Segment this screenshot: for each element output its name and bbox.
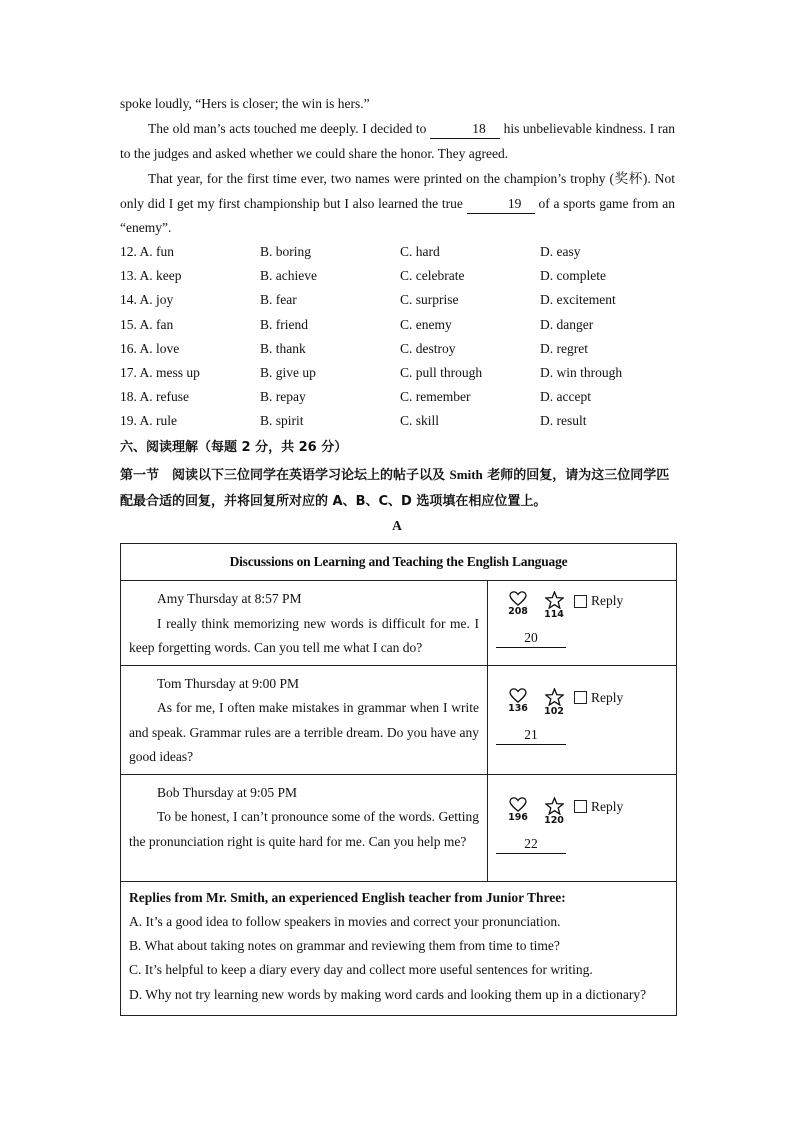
forum-table <box>120 543 677 1016</box>
reply-button[interactable] <box>574 593 623 609</box>
heart-icon <box>509 688 527 703</box>
passage-label: A <box>392 518 402 533</box>
blank-19: 19 <box>467 195 535 214</box>
answer-blank-21: 21 <box>496 726 566 745</box>
option-row: 12. A. fun B. boring C. hard D. easy <box>120 244 581 259</box>
star-icon <box>545 688 564 706</box>
favorite-button[interactable] <box>536 797 572 826</box>
post-actions <box>488 581 677 666</box>
favorite-button[interactable] <box>536 591 572 620</box>
star-count: 114 <box>544 609 564 620</box>
reply-option-d: D. Why not try learning new words by making word cards and looking them up in a dictionary? <box>129 986 647 1002</box>
heart-icon <box>509 797 527 812</box>
passage-paragraph-3: That year, for the first time ever, two names were printed on the champion’s trophy (奖杯). Not only did I get my first championship but I also learned the true 19 of a sports game from an “enemy”. <box>120 171 675 235</box>
post-meta: Bob Thursday at 9:05 PM <box>157 784 298 800</box>
section-instructions: 第一节 阅读以下三位同学在英语学习论坛上的帖子以及 Smith 老师的回复，请为这三位同学匹配最合适的回复，并将回复所对应的 A、B、C、D 选项填在相应位置上。 <box>120 467 670 509</box>
option-row: 14. A. joy B. fear C. surprise D. excitement <box>120 292 616 308</box>
like-button[interactable] <box>500 591 536 617</box>
reply-option-a: A. It’s a good idea to follow speakers in movies and correct your pronunciation. <box>129 913 561 929</box>
reply-checkbox[interactable] <box>574 595 587 608</box>
star-count: 102 <box>544 705 564 717</box>
answer-options <box>120 242 680 436</box>
like-button[interactable] <box>500 797 536 823</box>
heart-icon <box>509 591 527 606</box>
post-meta: Amy Thursday at 8:57 PM <box>157 591 302 606</box>
forum-post-bob <box>121 774 488 881</box>
teacher-replies <box>121 881 677 1015</box>
option-row: 13. A. keep B. achieve C. celebrate D. complete <box>120 268 606 284</box>
passage-line: spoke loudly, “Hers is closer; the win is hers.” <box>120 96 370 111</box>
like-count: 208 <box>508 606 528 617</box>
reply-checkbox[interactable] <box>574 800 587 813</box>
like-count: 196 <box>508 811 528 823</box>
reply-checkbox[interactable] <box>574 691 587 704</box>
star-count: 120 <box>544 814 564 826</box>
like-count: 136 <box>508 702 528 714</box>
option-row: 19. A. rule B. spirit C. skill D. result <box>120 413 587 429</box>
option-row: 18. A. refuse B. repay C. remember D. accept <box>120 389 591 405</box>
post-actions <box>488 665 677 774</box>
passage-paragraph-2: The old man’s acts touched me deeply. I decided to 18 his unbelievable kindness. I ran to the judges and asked whether we could share the honor. They agreed. <box>120 121 675 161</box>
post-actions <box>488 774 677 881</box>
option-row: 15. A. fan B. friend C. enemy D. danger <box>120 316 594 332</box>
forum-title: Discussions on Learning and Teaching the English Language <box>121 544 677 581</box>
answer-blank-22: 22 <box>496 835 566 854</box>
section-title: 六、阅读理解（每题 2 分，共 26 分） <box>120 440 348 455</box>
star-icon <box>545 797 564 815</box>
forum-post-amy <box>121 581 488 666</box>
reply-option-b: B. What about taking notes on grammar and reviewing them from time to time? <box>129 938 560 954</box>
post-body: As for me, I often make mistakes in grammar when I write and speak. Grammar rules are a terrible dream. Do you have any good ideas? <box>129 700 479 764</box>
reply-button[interactable] <box>574 799 623 815</box>
option-row: 17. A. mess up B. give up C. pull through D. win through <box>120 364 623 380</box>
star-icon <box>545 591 564 609</box>
favorite-button[interactable] <box>536 688 572 717</box>
option-row: 16. A. love B. thank C. destroy D. regret <box>120 340 588 356</box>
replies-heading: Replies from Mr. Smith, an experienced English teacher from Junior Three: <box>129 889 566 905</box>
reply-label: Reply <box>591 798 624 814</box>
post-body: I really think memorizing new words is difficult for me. I keep forgetting words. Can you tell me what I can do? <box>129 615 479 655</box>
reply-label: Reply <box>591 689 624 705</box>
reply-option-c: C. It’s helpful to keep a diary every day and collect more useful sentences for writing. <box>129 962 593 978</box>
blank-18: 18 <box>430 120 500 139</box>
post-meta: Tom Thursday at 9:00 PM <box>157 675 300 691</box>
post-body: To be honest, I can’t pronounce some of the words. Getting the pronunciation right is quite hard for me. Can you help me? <box>129 809 479 849</box>
reply-label: Reply <box>591 593 624 608</box>
reply-button[interactable] <box>574 690 623 706</box>
answer-blank-20: 20 <box>496 629 566 648</box>
like-button[interactable] <box>500 688 536 714</box>
forum-post-tom <box>121 665 488 774</box>
